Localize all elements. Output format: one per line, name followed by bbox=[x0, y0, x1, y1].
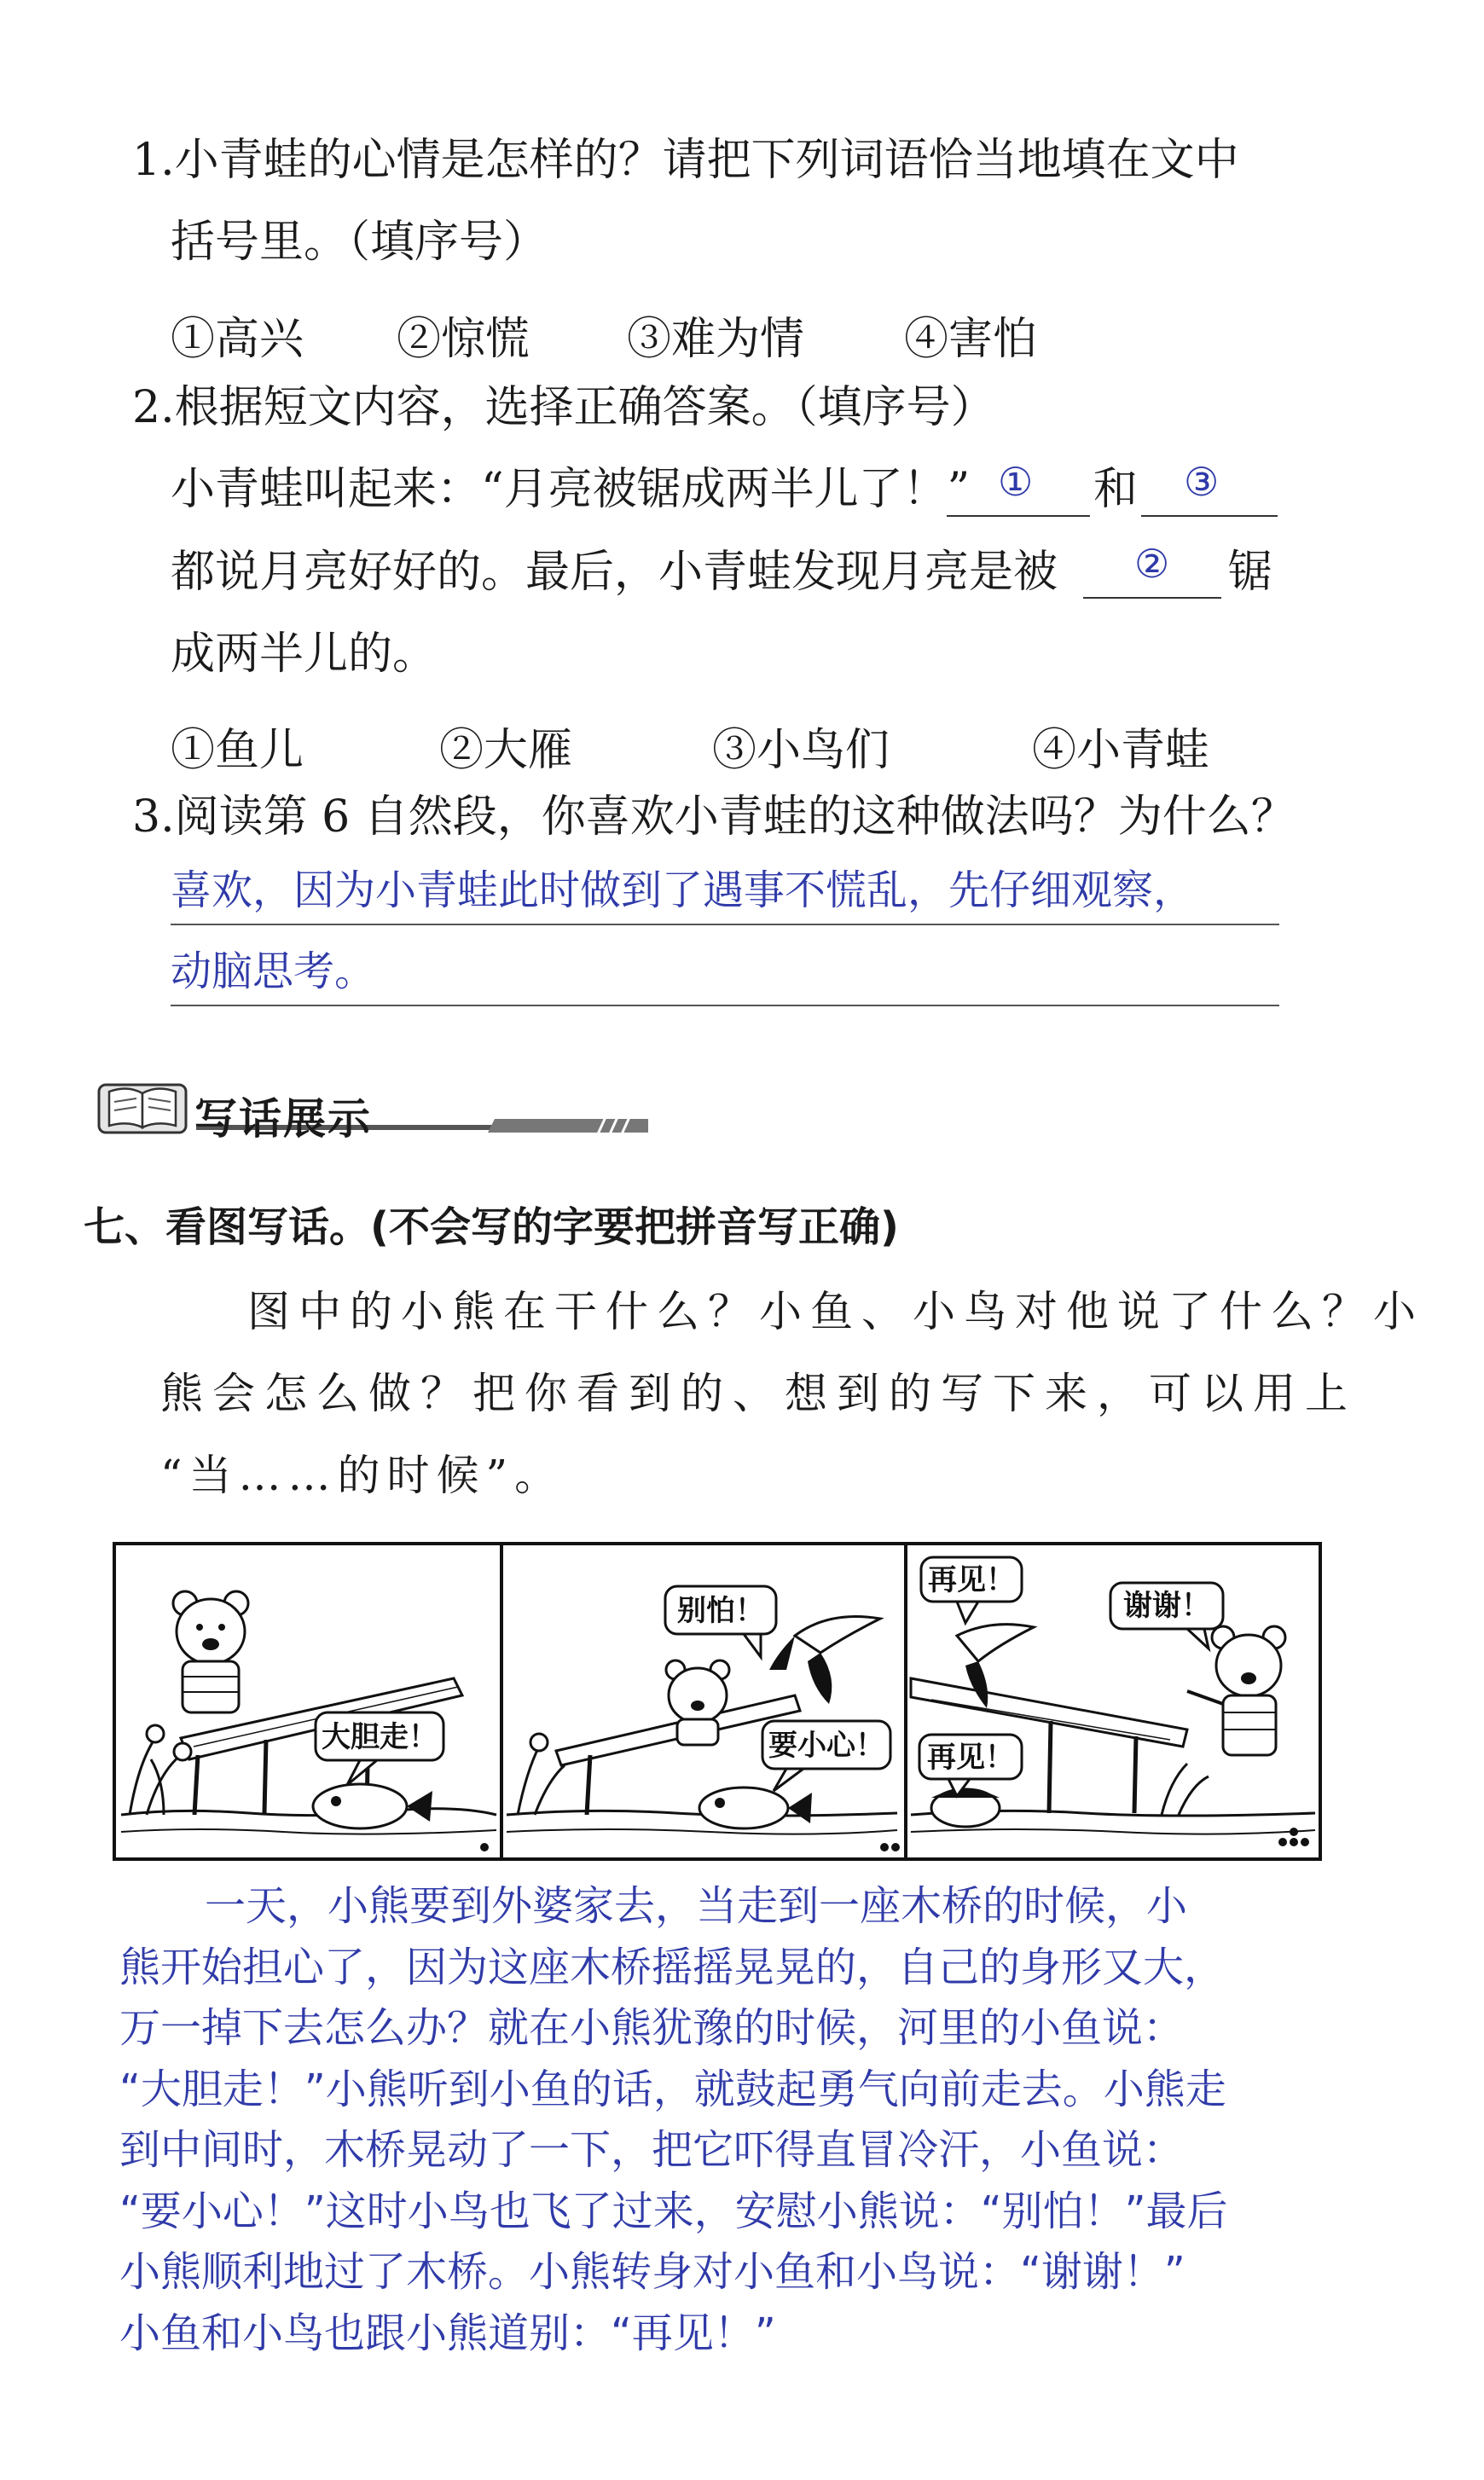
q1-line1: 1.小青蛙的心情是怎样的？请把下列词语恰当地填在文中 bbox=[132, 135, 1239, 186]
bubble-panel3-2: 谢谢！ bbox=[1123, 1589, 1210, 1623]
q2-option-1: ①鱼儿 bbox=[171, 725, 304, 776]
bubble-panel2-2: 要小心！ bbox=[768, 1729, 884, 1763]
essay-line: 熊开始担心了，因为这座木桥摇摇晃晃的，自己的身形又大， bbox=[119, 1943, 1226, 1991]
q7-prompt-line1: 图中的小熊在干什么？小鱼、小鸟对他说了什么？小 bbox=[247, 1287, 1424, 1336]
q1-option-4: ④害怕 bbox=[904, 314, 1038, 365]
essay-line: 万一掉下去怎么办？就在小熊犹豫的时候，河里的小鱼说： bbox=[119, 2004, 1185, 2052]
q2-blank-1 bbox=[947, 515, 1090, 517]
q2-answer-3: ② bbox=[1134, 541, 1170, 587]
essay-line: “大胆走！”小熊听到小鱼的话，就鼓起勇气向前走去。小熊走 bbox=[119, 2065, 1226, 2113]
q2-option-3: ③小鸟们 bbox=[712, 725, 890, 776]
essay-line: 小熊顺利地过了木桥。小熊转身对小鱼和小鸟说：“谢谢！” bbox=[119, 2248, 1185, 2296]
essay-line: 一天，小熊要到外婆家去，当走到一座木桥的时候，小 bbox=[205, 1882, 1188, 1930]
q7-prompt-line3: “当……的时候”。 bbox=[160, 1451, 565, 1500]
bubble-panel3-3: 再见！ bbox=[927, 1741, 1014, 1775]
q2-blank-3 bbox=[1083, 597, 1221, 599]
q7-title: 七、看图写话。(不会写的字要把拼音写正确) bbox=[84, 1203, 899, 1251]
q2-line3-end: 锯 bbox=[1228, 547, 1273, 598]
q2-blank-2 bbox=[1141, 515, 1278, 517]
q1-option-3: ③难为情 bbox=[627, 314, 805, 365]
q7-prompt-line2: 熊会怎么做？把你看到的、想到的写下来，可以用上 bbox=[160, 1369, 1357, 1418]
q3-answer-rule-1 bbox=[171, 924, 1279, 925]
section-title: 写话展示 bbox=[194, 1094, 372, 1144]
q2-line4: 成两半儿的。 bbox=[171, 629, 438, 680]
q2-line1: 2.根据短文内容，选择正确答案。（填序号） bbox=[132, 382, 995, 433]
essay-line: 小鱼和小鸟也跟小熊道别：“再见！” bbox=[119, 2309, 776, 2357]
q3-answer-line1: 喜欢，因为小青蛙此时做到了遇事不慌乱，先仔细观察， bbox=[171, 866, 1195, 914]
q1-option-2: ②惊慌 bbox=[397, 314, 530, 365]
q2-option-4: ④小青蛙 bbox=[1032, 725, 1210, 776]
q3-answer-line2: 动脑思考。 bbox=[171, 947, 376, 995]
q2-answer-2: ③ bbox=[1184, 459, 1220, 505]
fish-icon bbox=[931, 1789, 1000, 1827]
q3-answer-rule-2 bbox=[171, 1005, 1279, 1006]
section-header bbox=[94, 1068, 648, 1144]
q2-line2-and: 和 bbox=[1093, 464, 1139, 515]
bear-icon bbox=[173, 1591, 248, 1712]
q1-line2: 括号里。（填序号） bbox=[171, 217, 548, 268]
essay-line: “要小心！”这时小鸟也飞了过来，安慰小熊说：“别怕！”最后 bbox=[119, 2187, 1228, 2235]
bubble-panel1-1: 大胆走！ bbox=[322, 1720, 438, 1754]
q7-essay bbox=[119, 1876, 1279, 2364]
q2-line2-text: 小青蛙叫起来：“月亮被锯成两半儿了！” bbox=[171, 464, 971, 515]
q2-line3-text: 都说月亮好好的。最后，小青蛙发现月亮是被 bbox=[171, 547, 1058, 598]
bubble-panel3-1: 再见！ bbox=[928, 1563, 1015, 1597]
bubble-panel2-1: 别怕！ bbox=[677, 1594, 764, 1628]
q1-option-1: ①高兴 bbox=[171, 314, 304, 365]
q3-question: 3.阅读第 6 自然段，你喜欢小青蛙的这种做法吗？为什么？ bbox=[132, 791, 1296, 843]
q2-answer-1: ① bbox=[998, 459, 1034, 505]
q2-option-2: ②大雁 bbox=[439, 725, 573, 776]
essay-line: 到中间时，木桥晃动了一下，把它吓得直冒冷汗，小鱼说： bbox=[119, 2126, 1185, 2174]
comic-strip bbox=[113, 1542, 1324, 1864]
